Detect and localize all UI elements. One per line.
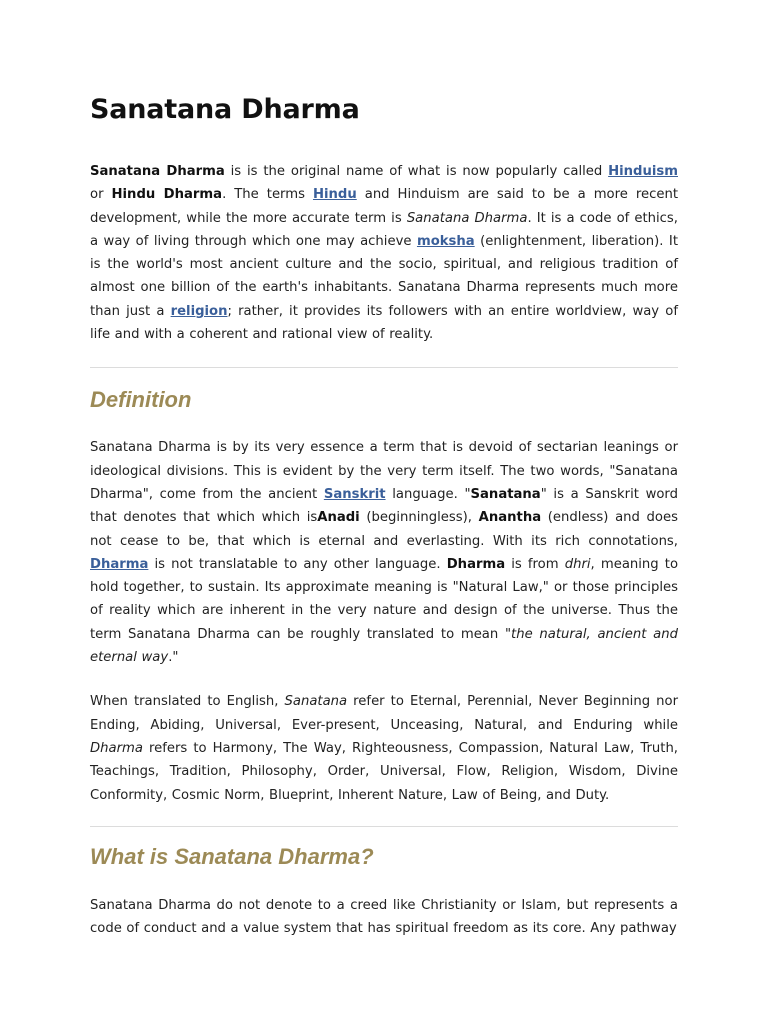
term-bold: Sanatana Dharma — [90, 164, 225, 179]
text: ." — [168, 650, 179, 666]
definition-heading: Definition — [90, 387, 192, 413]
text: Sanatana Dharma is by its very essence a term that is devoid of sectarian leanings or ideological divisions. This is evident by the very term itself. The two words, "Sanatana Dharma", come from the ancient — [90, 440, 678, 502]
term-bold: Dharma — [446, 556, 506, 572]
term-bold: Sanatana — [470, 486, 541, 502]
religion-link[interactable]: religion — [170, 303, 228, 319]
text: language. " — [385, 486, 471, 502]
text: . The terms — [222, 187, 313, 203]
term-italic: Sanatana — [284, 694, 348, 710]
text: is is the original name of what is now popularly called — [224, 164, 609, 179]
dharma-link[interactable]: Dharma — [90, 556, 149, 572]
text: (enlightenment, liberation). It is the world's most ancient culture and the socio, spiritual, and religious tradition of almost one billion of the earth's inhabitants. Sanatana Dharma represents much more than just a — [90, 233, 678, 319]
text: refer to Eternal, Perennial, Never Beginning nor Ending, Abiding, Universal, Ever-present, Unceasing, Natural, and Enduring while — [90, 694, 678, 733]
section-divider — [90, 826, 678, 827]
text: is not translatable to any other language. — [148, 556, 447, 572]
text: (beginningless), — [359, 510, 479, 526]
text: When translated to English, — [90, 694, 285, 710]
text: and Hinduism are said to be a more recent development, while the more accurate term is — [90, 187, 678, 226]
text: " is a Sanskrit word that denotes that which which is — [90, 486, 678, 526]
text: refers to Harmony, The Way, Righteousness, Compassion, Natural Law, Truth, Teachings, Tradition, Philosophy, Order, Universal, Flow, Religion, Wisdom, Divine Conformity, Cosmic Norm, Blueprint, Inherent Nature, Law of Being, and Duty. — [90, 740, 678, 803]
what-is-heading: What is Sanatana Dharma? — [90, 843, 374, 869]
page-title: Sanatana Dharma — [90, 94, 360, 125]
sanskrit-link[interactable]: Sanskrit — [323, 486, 386, 502]
text: . It is a code of ethics, a way of living through which one may achieve — [90, 210, 678, 249]
what-is-paragraph: Sanatana Dharma do not denote to a creed like Christianity or Islam, but represents a code of conduct and a value system that has spiritual freedom as its core. Any pathway — [90, 897, 678, 937]
section-divider — [90, 367, 678, 368]
moksha-link[interactable]: moksha — [416, 233, 475, 249]
text: ; rather, it provides its followers with an entire worldview, way of life and with a coherent and rational view of reality. — [90, 303, 678, 343]
translation-paragraph — [90, 690, 678, 806]
term-italic: dhri — [564, 556, 591, 572]
text: is from — [505, 556, 565, 572]
term-bold: Anadi — [317, 510, 360, 526]
term-bold: Anantha — [478, 510, 542, 526]
text: or — [90, 187, 112, 203]
hinduism-link[interactable]: Hinduism — [608, 164, 678, 179]
hindu-link[interactable]: Hindu — [312, 187, 357, 203]
text: (endless) and does not cease to be, that which is eternal and everlasting. With its rich connotations, — [90, 510, 678, 549]
definition-paragraph — [90, 436, 678, 669]
term-bold: Hindu Dharma — [111, 187, 223, 203]
term-italic: Dharma — [90, 740, 143, 756]
term-italic: the natural, ancient and eternal way — [90, 626, 678, 666]
intro-paragraph — [90, 160, 678, 346]
article — [90, 90, 678, 940]
term-italic: Sanatana Dharma — [406, 210, 528, 226]
text: , meaning to hold together, to sustain. Its approximate meaning is "Natural Law," or those principles of reality which are inherent in the very nature and design of the universe. Thus the term Sanatana Dharma can be roughly translated to mean " — [90, 556, 679, 642]
